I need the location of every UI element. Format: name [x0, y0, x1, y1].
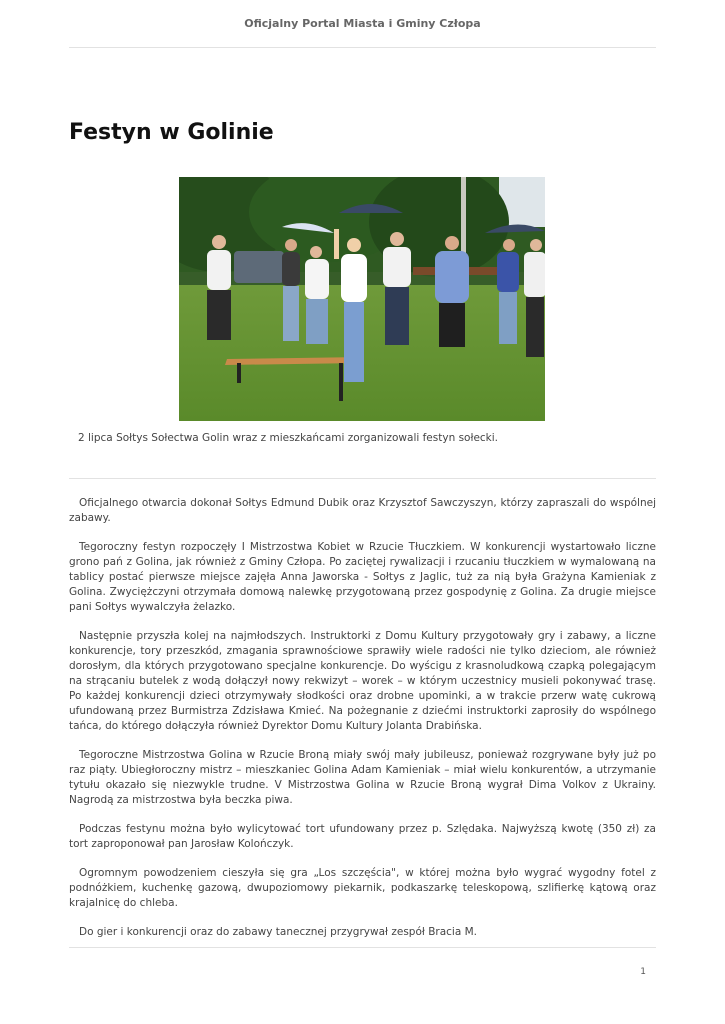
- article-paragraph: Do gier i konkurencji oraz do zabawy tanecznej przygrywał zespół Bracia M.: [79, 926, 478, 938]
- site-header-title: Oficjalny Portal Miasta i Gminy Człopa: [244, 17, 481, 30]
- article-body: [69, 496, 656, 954]
- page-number: 1: [640, 967, 646, 977]
- photo-caption: 2 lipca Sołtys Sołectwa Golin wraz z mieszkańcami zorganizowali festyn sołecki.: [78, 432, 499, 444]
- article-paragraph: Tegoroczny festyn rozpoczęły I Mistrzostwa Kobiet w Rzucie Tłuczkiem. W konkurencji wystartowało liczne grono pań z Golina, jak również z Gminy Człopa. Po zaciętej rywalizacji i rzucaniu tłuczkiem w wymalowaną na tablicy postać pierwsze miejsce zajęła Anna Jaworska - Sołtys z Jaglic, tuż za nią była Grażyna Kamieniak z Golina. Zwyciężczyni otrzymała domową nalewkę przygotowaną przez gospodynię z Golina. Za drugie miejsce pani Sołtys wywalczyła żelazko.: [69, 541, 656, 613]
- article-paragraph: Podczas festynu można było wylicytować tort ufundowany przez p. Szlędaka. Najwyższą kwotę (350 zł) za tort zaproponował pan Jarosław Kolończyk.: [69, 823, 656, 850]
- article-paragraph: Ogromnym powodzeniem cieszyła się gra „Los szczęścia", w której można było wygrać wygodny fotel z podnóżkiem, kuchenkę gazową, dwupoziomowy piekarnik, podkaszarkę teleskopową, szlifierkę kątową oraz krajalnicę do chleba.: [69, 867, 656, 909]
- caption-divider: [69, 478, 656, 479]
- article-photo: [179, 177, 545, 421]
- header-divider: [69, 47, 656, 48]
- footer-divider: [69, 947, 656, 948]
- article-paragraph: Tegoroczne Mistrzostwa Golina w Rzucie Broną miały swój mały jubileusz, ponieważ rozgrywane były już po raz piąty. Ubiegłoroczny mistrz – mieszkaniec Golina Adam Kamieniak – miał wielu konkurentów, a utrzymanie tytułu okazało się niezwykle trudne. V Mistrzostwa Golina w Rzucie Broną wygrał Dima Volkov z Ukrainy. Nagrodą za mistrzostwa była beczka piwa.: [69, 749, 656, 806]
- article-paragraph: Oficjalnego otwarcia dokonał Sołtys Edmund Dubik oraz Krzysztof Sawczyszyn, którzy zapraszali do wspólnej zabawy.: [69, 497, 656, 524]
- article-paragraph: Następnie przyszła kolej na najmłodszych. Instruktorki z Domu Kultury przygotowały gry i zabawy, a liczne konkurencje, tory przeszkód, zmagania sprawnościowe sprawiły wiele radości nie tylko dzieciom, ale również dorosłym, dla których przygotowano specjalne konkurencje. Do wyścigu z krasnoludkową czapką polegającym na strącaniu butelek z wodą dołączył nowy rekwizyt – worek – w którym uczestnicy musieli pokonywać trasę. Po każdej konkurencji dzieci otrzymywały słodkości oraz drobne upominki, a w trakcie przerw watę cukrową ufundowaną przez Burmistrza Zdzisława Kmieć. Na pożegnanie z dziećmi instruktorki zaprosiły do wspólnego tańca, do którego dołączyła również Dyrektor Domu Kultury Jolanta Drabińska.: [69, 630, 656, 732]
- article-title: Festyn w Golinie: [69, 120, 274, 145]
